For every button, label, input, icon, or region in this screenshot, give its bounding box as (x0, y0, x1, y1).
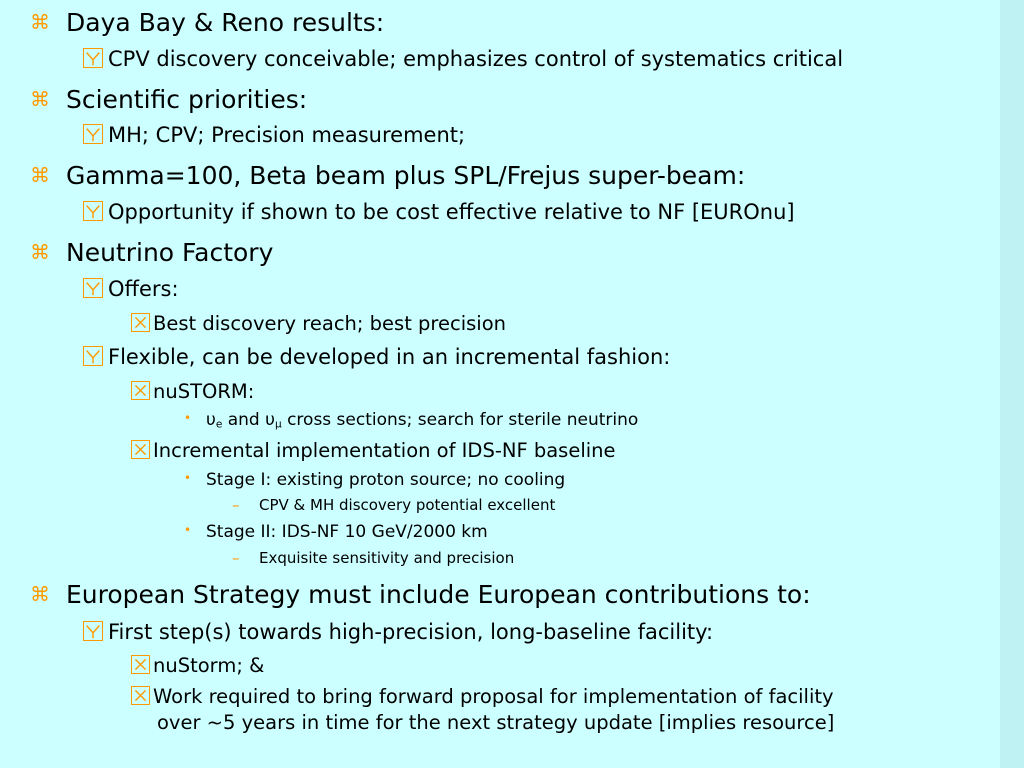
checkbox-check-icon (83, 346, 103, 366)
command-icon (30, 584, 66, 604)
bullet-stage-two: • Stage II: IDS-NF 10 GeV/2000 km (184, 522, 488, 542)
command-icon (30, 12, 66, 32)
dot-icon: • (184, 411, 192, 425)
bullet-first-steps: First step(s) towards high-precision, long-baseline facility: (83, 621, 713, 643)
checkbox-check-icon (83, 278, 103, 298)
checkbox-check-icon (83, 124, 103, 144)
bullet-work-required-continued: over ~5 years in time for the next strategy update [implies resource] (157, 711, 835, 734)
command-icon (30, 165, 66, 185)
slide-edge (1000, 0, 1024, 768)
checkbox-check-icon (83, 621, 103, 641)
bullet-best-discovery: Best discovery reach; best precision (131, 313, 506, 334)
checkbox-x-icon (131, 440, 150, 459)
checkbox-x-icon (131, 655, 150, 674)
bullet-neutrino-factory: ⌘Neutrino Factory (30, 240, 273, 265)
bullet-gamma-beta-beam: ⌘Gamma=100, Beta beam plus SPL/Frejus super-beam: (30, 163, 745, 188)
bullet-european-strategy: ⌘European Strategy must include European contributions to: (30, 582, 811, 607)
bullet-stage-one: • Stage I: existing proton source; no cooling (184, 470, 566, 490)
checkbox-x-icon (131, 313, 150, 332)
bullet-incremental-implementation: Incremental implementation of IDS-NF baseline (131, 440, 616, 461)
command-icon (30, 89, 66, 109)
bullet-scientific-priorities: ⌘Scientific priorities: (30, 87, 307, 112)
checkbox-x-icon (131, 686, 150, 705)
bullet-nustorm-and: nuStorm; & (131, 655, 264, 676)
dot-icon: • (184, 523, 192, 537)
checkbox-check-icon (83, 201, 103, 221)
dash-icon: – (232, 496, 240, 514)
bullet-offers: Offers: (83, 278, 179, 300)
dot-icon: • (184, 471, 192, 485)
bullet-cpv-discovery: CPV discovery conceivable; emphasizes control of systematics critical (83, 48, 843, 70)
dash-icon: – (232, 549, 240, 567)
bullet-flexible: Flexible, can be developed in an incremental fashion: (83, 346, 670, 368)
bullet-nustorm: nuSTORM: (131, 381, 254, 402)
bullet-work-required: Work required to bring forward proposal for implementation of facility (131, 686, 834, 707)
bullet-cross-sections: • $\upsilon_e$ and $\upsilon_\mu$ cross sections; search for sterile neutrino (184, 410, 639, 431)
checkbox-x-icon (131, 381, 150, 400)
bullet-exquisite-sensitivity: – Exquisite sensitivity and precision (232, 549, 515, 567)
command-icon (30, 242, 66, 262)
bullet-cpv-mh-potential: – CPV & MH discovery potential excellent (232, 496, 556, 514)
checkbox-check-icon (83, 48, 103, 68)
bullet-daya-bay: ⌘Daya Bay & Reno results: (30, 10, 384, 35)
bullet-mh-cpv: MH; CPV; Precision measurement; (83, 124, 465, 146)
bullet-opportunity: Opportunity if shown to be cost effective relative to NF [EUROnu] (83, 201, 795, 223)
